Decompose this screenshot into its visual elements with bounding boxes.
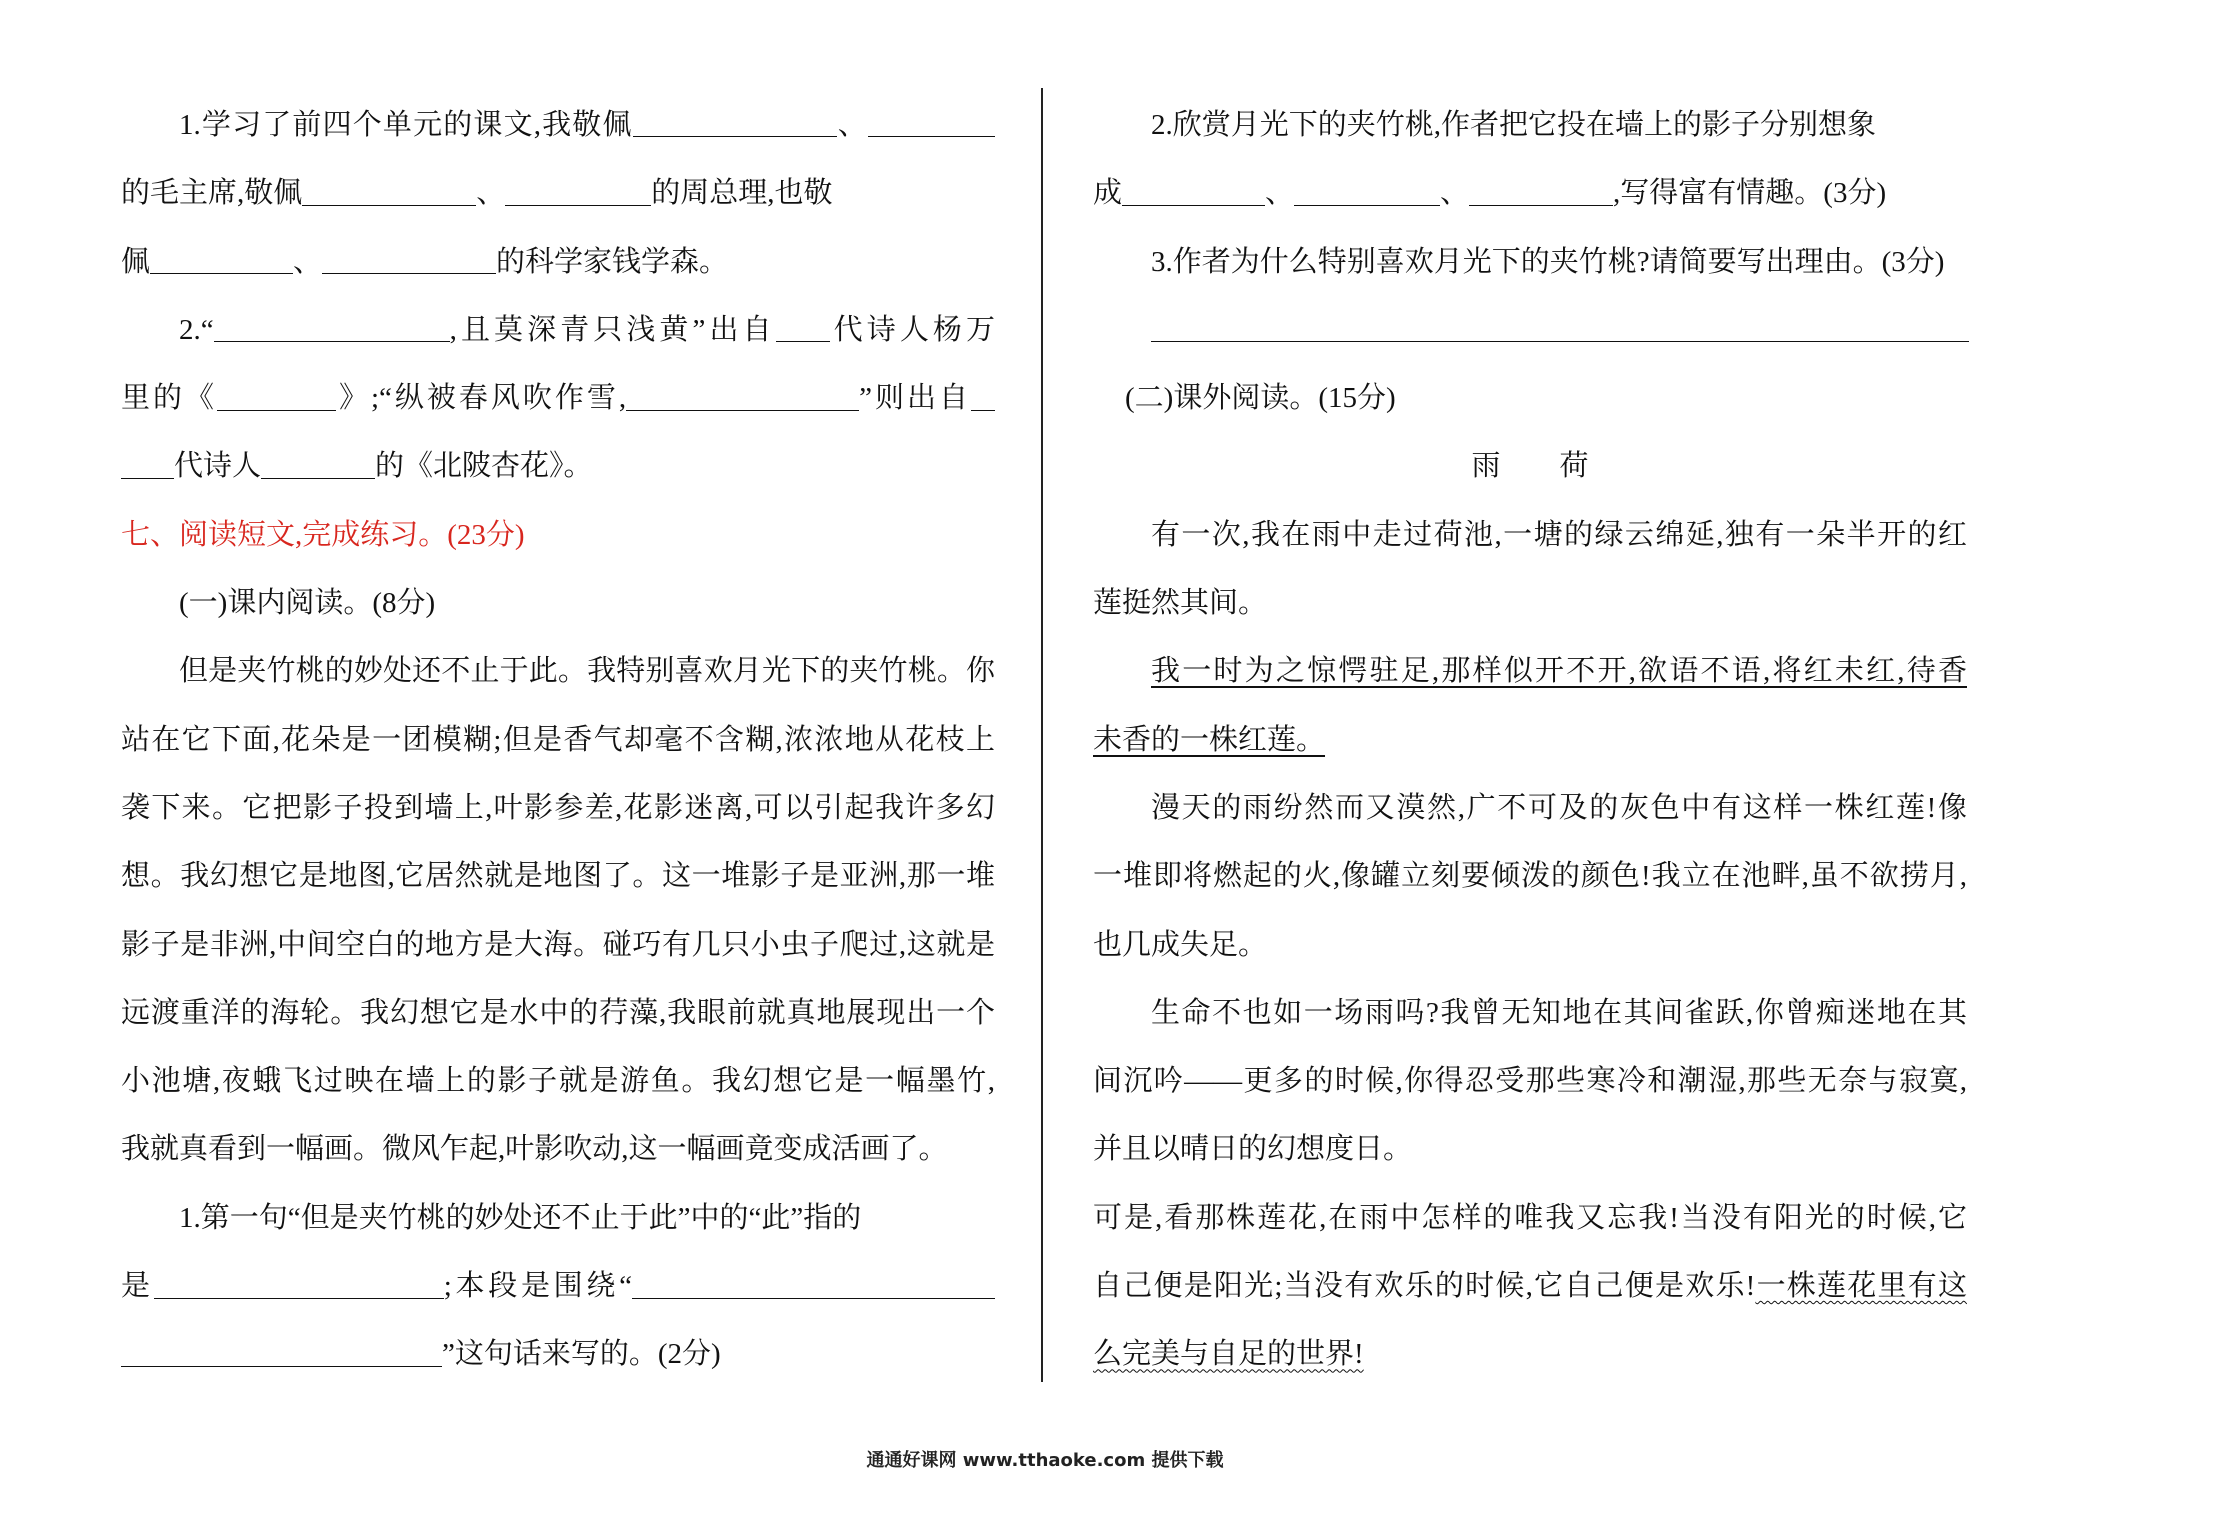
passage-line: 影子是非洲,中间空白的地方是大海。碰巧有几只小虫子爬过,这就是 bbox=[121, 928, 995, 961]
q7-2-line-1 bbox=[1093, 91, 1967, 159]
q6-1-line-1 bbox=[121, 91, 995, 159]
right-column bbox=[1093, 91, 1967, 1389]
passage-line: 并且以晴日的幻想度日。 bbox=[1093, 1133, 1413, 1166]
left-column bbox=[121, 91, 995, 1389]
passage-line: 漫天的雨纷然而又漠然,广不可及的灰色中有这样一株红莲!像 bbox=[1151, 791, 1967, 824]
passage-line: 站在它下面,花朵是一团模糊;但是香气却毫不含糊,浓浓地从花枝上 bbox=[121, 723, 995, 756]
question-text: 里的《 bbox=[121, 382, 217, 415]
answer-blank bbox=[632, 1297, 995, 1299]
answer-blank bbox=[971, 409, 995, 411]
separator: 、 bbox=[476, 177, 506, 210]
question-text: ”这句话来写的。(2分) bbox=[442, 1338, 721, 1371]
part2-heading: (二)课外阅读。(15分) bbox=[1125, 382, 1396, 415]
passage-line: 生命不也如一场雨吗?我曾无知地在其间雀跃,你曾痴迷地在其 bbox=[1151, 996, 1967, 1029]
answer-blank bbox=[633, 135, 837, 137]
part1-heading: (一)课内阅读。(8分) bbox=[179, 587, 436, 620]
passage-line: 但是夹竹桃的妙处还不止于此。我特别喜欢月光下的夹竹桃。你 bbox=[179, 655, 995, 688]
question-text: 的毛主席,敬佩 bbox=[121, 177, 303, 210]
question-text: 的周总理,也敬 bbox=[651, 177, 833, 210]
question-text: 成 bbox=[1093, 177, 1123, 210]
passage-line: 一堆即将燃起的火,像罐立刻要倾泼的颜色!我立在池畔,虽不欲捞月, bbox=[1093, 860, 1967, 893]
answer-blank bbox=[121, 1365, 442, 1367]
answer-blank bbox=[121, 477, 174, 479]
passage-line bbox=[1093, 1320, 1967, 1388]
passage-line: 有一次,我在雨中走过荷池,一塘的绿云绵延,独有一朵半开的红 bbox=[1151, 518, 1967, 551]
passage-text: 自己便是阳光;当没有欢乐的时候,它自己便是欢乐! bbox=[1093, 1270, 1756, 1303]
separator: 、 bbox=[293, 245, 323, 278]
question-text: 代诗人 bbox=[174, 450, 262, 483]
question-text: 1.学习了前四个单元的课文,我敬佩 bbox=[179, 109, 633, 141]
answer-blank bbox=[154, 1297, 444, 1299]
answer-blank bbox=[322, 272, 496, 274]
question-text: ;本段是围绕“ bbox=[443, 1270, 632, 1303]
question-text: 1.第一句“但是夹竹桃的妙处还不止于此”中的“此”指的 bbox=[179, 1201, 862, 1234]
passage-line bbox=[1093, 1252, 1967, 1320]
q6-1-line-3 bbox=[121, 228, 995, 296]
q7-3-answer-line bbox=[1093, 296, 1967, 364]
question-text: 3.作者为什么特别喜欢月光下的夹竹桃?请简要写出理由。(3分) bbox=[1151, 245, 1945, 278]
passage-title: 雨荷 bbox=[1471, 450, 1648, 483]
answer-blank bbox=[302, 204, 476, 206]
wavy-underlined-sentence: 一株莲花里有这 bbox=[1755, 1270, 1967, 1303]
passage-line: 我就真看到一幅画。微风乍起,叶影吹动,这一幅画竟变成活画了。 bbox=[121, 1133, 948, 1166]
passage-line: 远渡重洋的海轮。我幻想它是水中的荇藻,我眼前就真地展现出一个 bbox=[121, 996, 995, 1029]
question-text: 代诗人杨万 bbox=[829, 313, 995, 346]
question-text: 的《北陂杏花》。 bbox=[375, 450, 593, 483]
passage-line: 莲挺然其间。 bbox=[1093, 587, 1268, 620]
answer-blank bbox=[505, 204, 651, 206]
column-divider bbox=[1041, 88, 1043, 1382]
answer-blank bbox=[1469, 204, 1613, 206]
wavy-underlined-sentence: 么完美与自足的世界! bbox=[1093, 1338, 1364, 1371]
passage-line-underlined bbox=[1093, 706, 1967, 774]
answer-blank bbox=[261, 477, 375, 479]
answer-blank bbox=[214, 340, 450, 342]
q7-1-line-1 bbox=[121, 1184, 995, 1252]
question-text: ,写得富有情趣。(3分) bbox=[1613, 177, 1887, 210]
question-text: 2.“ bbox=[179, 313, 214, 346]
question-text: 2.欣赏月光下的夹竹桃,作者把它投在墙上的影子分别想象 bbox=[1151, 109, 1877, 141]
q7-3-line-1 bbox=[1093, 228, 1967, 296]
section7-heading: 七、阅读短文,完成练习。(23分) bbox=[121, 518, 525, 551]
answer-blank bbox=[868, 135, 995, 137]
passage-line: 小池塘,夜蛾飞过映在墙上的影子就是游鱼。我幻想它是一幅墨竹, bbox=[121, 1065, 995, 1098]
passage-line: 也几成失足。 bbox=[1093, 928, 1268, 961]
answer-blank bbox=[1122, 204, 1265, 206]
passage-line: 可是,看那株莲花,在雨中怎样的唯我又忘我!当没有阳光的时候,它 bbox=[1093, 1201, 1967, 1234]
separator: 、 bbox=[836, 109, 868, 141]
passage-line-underlined bbox=[1093, 637, 1967, 705]
passage-line: 间沉吟——更多的时候,你得忍受那些寒冷和潮湿,那些无奈与寂寞, bbox=[1093, 1065, 1967, 1098]
q7-1-line-2 bbox=[121, 1252, 995, 1320]
separator: 、 bbox=[1265, 177, 1295, 210]
underlined-sentence: 我一时为之惊愕驻足,那样似开不开,欲语不语,将红未红,待香 bbox=[1151, 655, 1967, 688]
separator: 、 bbox=[1440, 177, 1470, 210]
q7-1-line-3 bbox=[121, 1320, 995, 1388]
answer-blank bbox=[626, 409, 859, 411]
answer-blank bbox=[217, 409, 336, 411]
underlined-sentence: 未香的一株红莲。 bbox=[1093, 723, 1326, 756]
question-text: 佩 bbox=[121, 245, 151, 278]
q6-2-line-3 bbox=[121, 432, 995, 500]
answer-blank bbox=[1151, 340, 1969, 342]
q6-2-line-1 bbox=[121, 296, 995, 364]
question-text: ,且莫深青只浅黄”出自 bbox=[449, 313, 776, 346]
question-text: 》;“纵被春风吹作雪, bbox=[336, 382, 627, 415]
question-text: 的科学家钱学森。 bbox=[496, 245, 729, 278]
q6-1-line-2 bbox=[121, 159, 995, 227]
page-footer: 通通好课网 www.tthaoke.com 提供下载 bbox=[866, 1450, 1224, 1471]
question-text: ”则出自 bbox=[859, 382, 971, 415]
question-text: 是 bbox=[121, 1270, 154, 1303]
passage-line: 想。我幻想它是地图,它居然就是地图了。这一堆影子是亚洲,那一堆 bbox=[121, 860, 995, 893]
answer-blank bbox=[776, 340, 830, 342]
q6-2-line-2 bbox=[121, 364, 995, 432]
answer-blank bbox=[150, 272, 293, 274]
q7-2-line-2 bbox=[1093, 159, 1967, 227]
answer-blank bbox=[1294, 204, 1440, 206]
passage-line: 袭下来。它把影子投到墙上,叶影参差,花影迷离,可以引起我许多幻 bbox=[121, 791, 995, 824]
